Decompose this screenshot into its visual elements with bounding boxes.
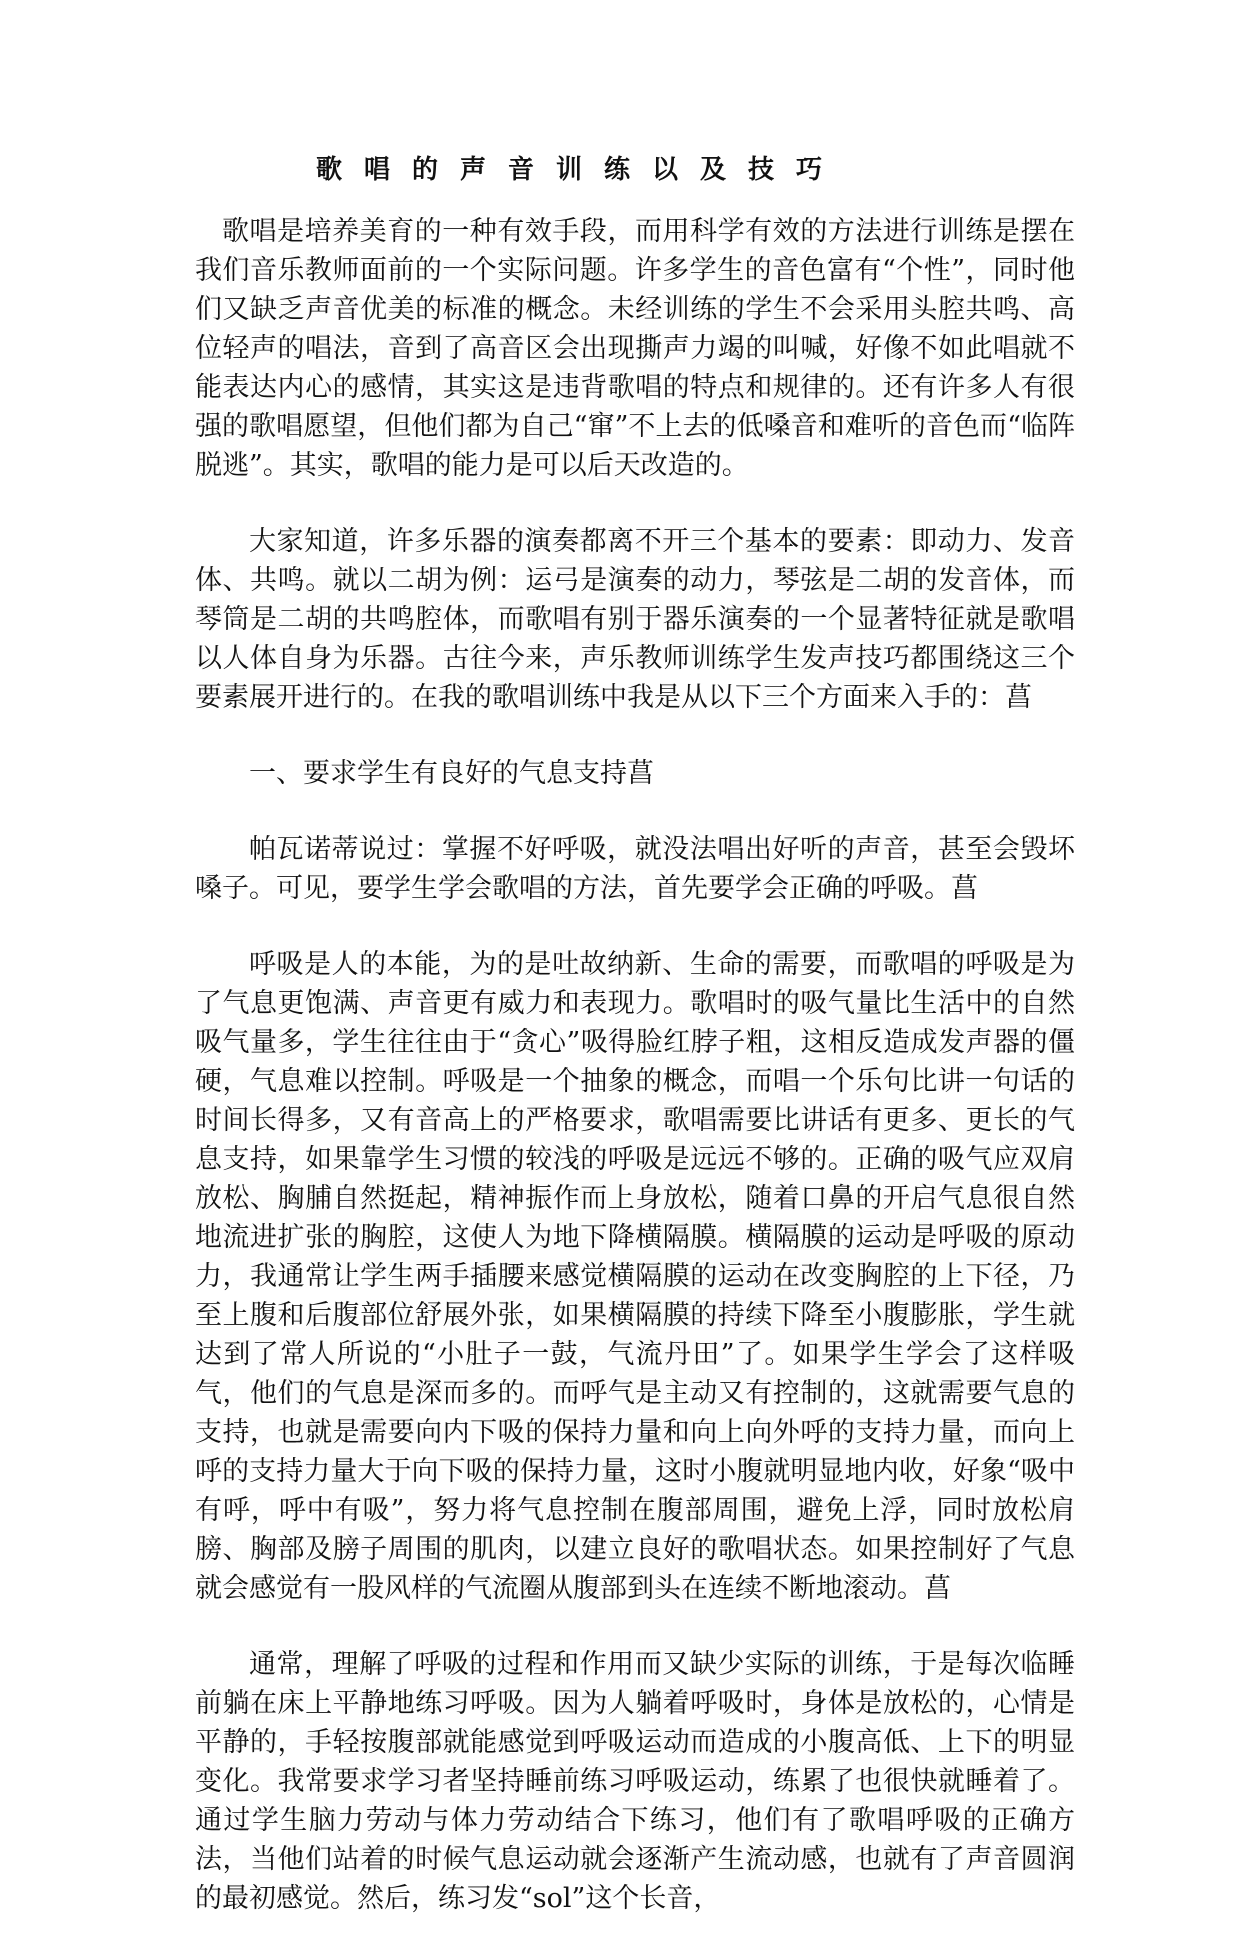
paragraph-intro: 歌唱是培养美育的一种有效手段，而用科学有效的方法进行训练是摆在我们音乐教师面前的一个实际问题。许多学生的音色富有“个性”，同时他们又缺乏声音优美的标准的概念。未经训练的学生不会采用头腔共鸣、高位轻声的唱法，音到了高音区会出现撕声力竭的叫喊，好像不如此唱就不能表达内心的感情，其实这是违背歌唱的特点和规律的。还有许多人有很强的歌唱愿望，但他们都为自己“窜”不上去的低嗓音和难听的音色而“临阵脱逃”。其实，歌唱的能力是可以后天改造的。 [195, 216, 1075, 481]
paragraph-three-elements: 大家知道，许多乐器的演奏都离不开三个基本的要素：即动力、发音体、共鸣。就以二胡为例：运弓是演奏的动力，琴弦是二胡的发音体，而琴筒是二胡的共鸣腔体，而歌唱有别于器乐演奏的一个显著特征就是歌唱以人体自身为乐器。古往今来，声乐教师训练学生发声技巧都围绕这三个要素展开进行的。在我的歌唱训练中我是从以下三个方面来入手的：菖 [195, 526, 1075, 713]
document-title: 歌唱的声音训练以及技巧 [315, 155, 844, 185]
paragraph-bedtime-practice: 通常，理解了呼吸的过程和作用而又缺少实际的训练，于是每次临睡前躺在床上平静地练习呼吸。因为人躺着呼吸时，身体是放松的，心情是平静的，手轻按腹部就能感觉到呼吸运动而造成的小腹高低、上下的明显变化。我常要求学习者坚持睡前练习呼吸运动，练累了也很快就睡着了。通过学生脑力劳动与体力劳动结合下练习，他们有了歌唱呼吸的正确方法，当他们站着的时候气息运动就会逐渐产生流动感，也就有了声音圆润的最初感觉。然后，练习发“sol”这个长音， [195, 1649, 1075, 1914]
paragraph-pavarotti-quote: 帕瓦诺蒂说过：掌握不好呼吸，就没法唱出好听的声音，甚至会毁坏嗓子。可见，要学生学会歌唱的方法，首先要学会正确的呼吸。菖 [195, 834, 1075, 904]
document-body [195, 212, 1075, 1955]
paragraph-breathing-explanation: 呼吸是人的本能，为的是吐故纳新、生命的需要，而歌唱的呼吸是为了气息更饱满、声音更有威力和表现力。歌唱时的吸气量比生活中的自然吸气量多，学生往往由于“贪心”吸得脸红脖子粗，这相反造成发声器的僵硬，气息难以控制。呼吸是一个抽象的概念，而唱一个乐句比讲一句话的时间长得多，又有音高上的严格要求，歌唱需要比讲话有更多、更长的气息支持，如果靠学生习惯的较浅的呼吸是远远不够的。正确的吸气应双肩放松、胸脯自然挺起，精神振作而上身放松，随着口鼻的开启气息很自然地流进扩张的胸腔，这使人为地下降横隔膜。横隔膜的运动是呼吸的原动力，我通常让学生两手插腰来感觉横隔膜的运动在改变胸腔的上下径，乃至上腹和后腹部位舒展外张，如果横隔膜的持续下降至小腹膨胀，学生就达到了常人所说的“小肚子一鼓，气流丹田”了。如果学生学会了这样吸气，他们的气息是深而多的。而呼气是主动又有控制的，这就需要气息的支持，也就是需要向内下吸的保持力量和向上向外呼的支持力量，而向上呼的支持力量大于向下吸的保持力量，这时小腹就明显地内收，好象“吸中有呼，呼中有吸”，努力将气息控制在腹部周围，避免上浮，同时放松肩膀、胸部及膀子周围的肌肉，以建立良好的歌唱状态。如果控制好了气息就会感觉有一股风样的气流圈从腹部到头在连续不断地滚动。菖 [195, 949, 1075, 1604]
section-heading-breath-support: 一、要求学生有良好的气息支持菖 [249, 758, 654, 789]
